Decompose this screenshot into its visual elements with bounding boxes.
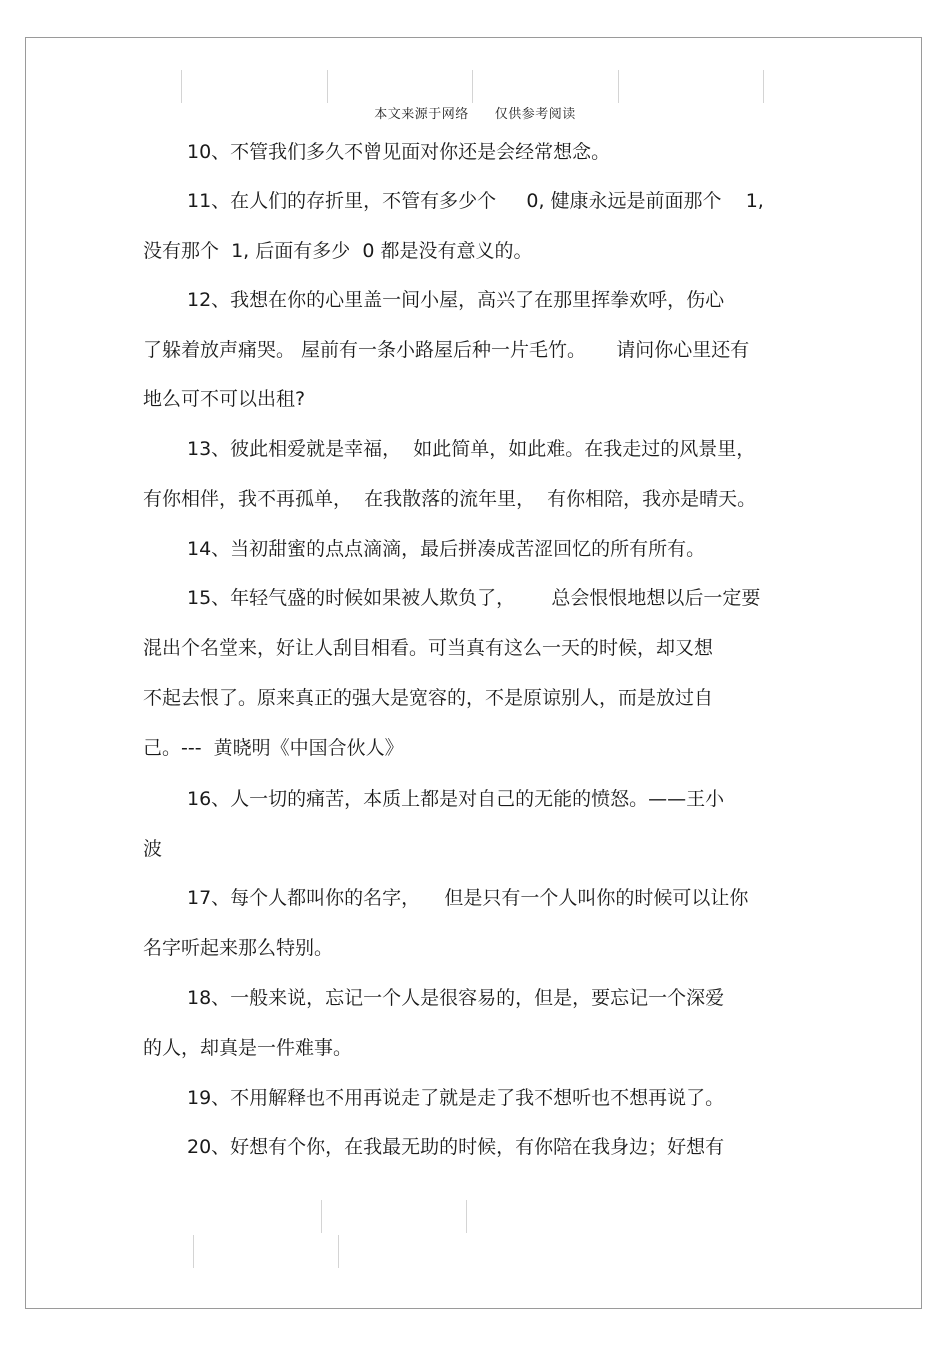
text-line: 的人，却真是一件难事。 [143,1037,353,1059]
bottom-tick-3 [193,1235,194,1268]
text-line: 己。--- 黄晓明《中国合伙人》 [143,737,404,759]
text-line: 18、一般来说，忘记一个人是很容易的，但是，要忘记一个深爱 [187,987,725,1009]
text-line: 波 [143,838,163,860]
text-line: 16、人一切的痛苦，本质上都是对自己的无能的愤怒。——王小 [187,788,725,810]
top-tick-2 [327,70,328,103]
source-note [0,103,950,122]
text-line: 13、彼此相爱就是幸福， 如此简单，如此难。在我走过的风景里， [187,438,756,460]
top-tick-5 [763,70,764,103]
text-line: 地么可不可以出租? [143,388,306,410]
text-line: 11、在人们的存折里，不管有多少个 0, 健康永远是前面那个 1, [187,190,764,212]
text-line: 不起去恨了。原来真正的强大是宽容的，不是原谅别人，而是放过自 [143,687,714,709]
top-tick-1 [181,70,182,103]
text-line: 12、我想在你的心里盖一间小屋，高兴了在那里挥拳欢呼，伤心 [187,289,725,311]
bottom-tick-4 [338,1235,339,1268]
page-border [25,37,922,1309]
bottom-tick-2 [466,1200,467,1233]
text-line: 14、当初甜蜜的点点滴滴，最后拼凑成苦涩回忆的所有所有。 [187,538,706,560]
text-line: 混出个名堂来，好让人刮目相看。可当真有这么一天的时候，却又想 [143,637,714,659]
source-note-left: 本文来源于网络 [374,107,469,122]
bottom-tick-1 [321,1200,322,1233]
text-line: 有你相伴，我不再孤单， 在我散落的流年里， 有你相陪，我亦是晴天。 [143,488,757,510]
text-line: 17、每个人都叫你的名字， 但是只有一个人叫你的时候可以让你 [187,887,749,909]
top-tick-3 [472,70,473,103]
text-line: 20、好想有个你，在我最无助的时候，有你陪在我身边；好想有 [187,1136,725,1158]
text-line: 15、年轻气盛的时候如果被人欺负了， 总会恨恨地想以后一定要 [187,587,761,609]
text-line: 10、不管我们多久不曾见面对你还是会经常想念。 [187,141,611,163]
text-line: 名字听起来那么特别。 [143,937,334,959]
text-line: 19、不用解释也不用再说走了就是走了我不想听也不想再说了。 [187,1087,725,1109]
source-note-right: 仅供参考阅读 [494,107,576,122]
top-tick-4 [618,70,619,103]
text-line: 没有那个 1, 后面有多少 0 都是没有意义的。 [143,240,533,262]
text-line: 了躲着放声痛哭。 屋前有一条小路屋后种一片毛竹。 请问你心里还有 [143,339,750,361]
